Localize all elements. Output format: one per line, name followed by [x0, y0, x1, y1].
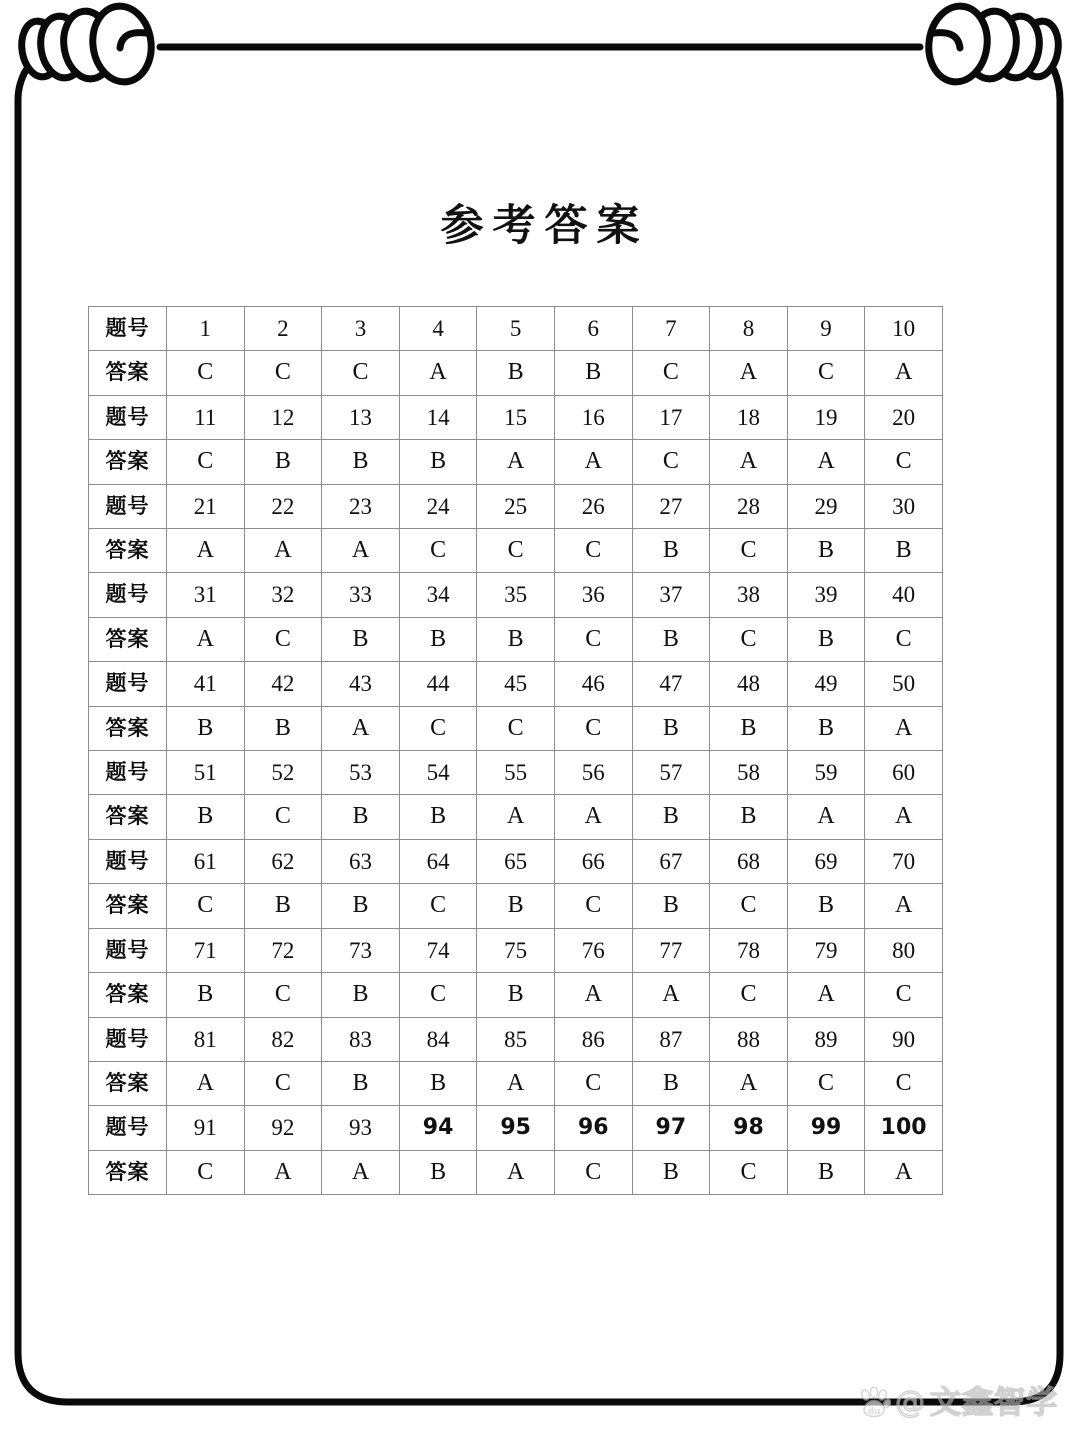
answer-cell: A — [865, 706, 943, 750]
question-number-cell: 28 — [710, 484, 788, 528]
answer-row — [89, 706, 943, 750]
answer-cell: B — [322, 617, 400, 661]
question-number-cell: 55 — [477, 751, 555, 795]
answer-cell: B — [244, 884, 322, 928]
question-number-cell: 61 — [167, 839, 245, 883]
question-number-cell: 60 — [865, 751, 943, 795]
answer-cell: B — [167, 706, 245, 750]
answer-cell: A — [477, 795, 555, 839]
question-number-cell: 67 — [632, 839, 710, 883]
answer-table-container — [88, 306, 942, 1195]
question-number-cell: 16 — [554, 395, 632, 439]
question-number-cell: 79 — [787, 928, 865, 972]
answer-cell: B — [477, 617, 555, 661]
answer-row — [89, 795, 943, 839]
question-number-cell: 23 — [322, 484, 400, 528]
question-row-label: 题号 — [89, 928, 167, 972]
answer-row-label: 答案 — [89, 617, 167, 661]
answer-cell: B — [554, 351, 632, 395]
answer-cell: B — [632, 529, 710, 573]
answer-cell: A — [477, 1150, 555, 1194]
answer-cell: A — [244, 1150, 322, 1194]
answer-cell: A — [167, 1061, 245, 1105]
question-number-cell: 90 — [865, 1017, 943, 1061]
question-number-row — [89, 573, 943, 617]
question-number-cell: 76 — [554, 928, 632, 972]
answer-cell: B — [710, 706, 788, 750]
question-number-cell: 92 — [244, 1106, 322, 1150]
question-number-cell: 84 — [399, 1017, 477, 1061]
answer-cell: C — [167, 351, 245, 395]
question-number-cell: 15 — [477, 395, 555, 439]
question-number-cell: 26 — [554, 484, 632, 528]
question-number-cell: 87 — [632, 1017, 710, 1061]
answer-row — [89, 1061, 943, 1105]
question-number-cell: 91 — [167, 1106, 245, 1150]
watermark — [857, 1384, 1058, 1421]
question-number-cell: 78 — [710, 928, 788, 972]
answer-cell: A — [167, 529, 245, 573]
answer-cell: A — [322, 529, 400, 573]
answer-cell: C — [554, 617, 632, 661]
answer-row — [89, 351, 943, 395]
answer-cell: B — [477, 973, 555, 1017]
question-number-cell: 29 — [787, 484, 865, 528]
answer-cell: A — [244, 529, 322, 573]
question-number-row — [89, 395, 943, 439]
answer-row — [89, 440, 943, 484]
question-number-cell: 57 — [632, 751, 710, 795]
question-number-cell: 53 — [322, 751, 400, 795]
answer-cell: A — [554, 440, 632, 484]
answer-cell: A — [710, 1061, 788, 1105]
answer-cell: C — [710, 529, 788, 573]
question-number-cell: 44 — [399, 662, 477, 706]
answer-cell: C — [710, 973, 788, 1017]
question-number-row — [89, 839, 943, 883]
question-number-cell: 73 — [322, 928, 400, 972]
question-number-cell: 5 — [477, 307, 555, 351]
answer-cell: A — [322, 706, 400, 750]
question-row-label: 题号 — [89, 662, 167, 706]
question-number-cell: 72 — [244, 928, 322, 972]
question-number-cell: 70 — [865, 839, 943, 883]
paw-icon-label: du — [867, 1407, 881, 1417]
question-number-cell: 86 — [554, 1017, 632, 1061]
question-number-cell: 96 — [554, 1106, 632, 1150]
question-number-cell: 56 — [554, 751, 632, 795]
answer-cell: A — [554, 973, 632, 1017]
question-number-cell: 4 — [399, 307, 477, 351]
answer-cell: A — [322, 1150, 400, 1194]
question-number-cell: 24 — [399, 484, 477, 528]
question-number-cell: 7 — [632, 307, 710, 351]
answer-cell: B — [632, 617, 710, 661]
answer-cell: B — [244, 440, 322, 484]
answer-cell: A — [399, 351, 477, 395]
answer-cell: C — [244, 617, 322, 661]
answer-row — [89, 884, 943, 928]
question-number-cell: 82 — [244, 1017, 322, 1061]
question-number-cell: 68 — [710, 839, 788, 883]
question-number-cell: 71 — [167, 928, 245, 972]
answer-cell: C — [477, 529, 555, 573]
answer-cell: C — [554, 884, 632, 928]
answer-cell: B — [787, 884, 865, 928]
answer-cell: C — [477, 706, 555, 750]
answer-cell: C — [167, 1150, 245, 1194]
question-number-cell: 2 — [244, 307, 322, 351]
answer-cell: A — [710, 351, 788, 395]
answer-cell: A — [554, 795, 632, 839]
question-number-cell: 38 — [710, 573, 788, 617]
answer-cell: C — [244, 1061, 322, 1105]
question-number-row — [89, 307, 943, 351]
question-number-cell: 13 — [322, 395, 400, 439]
answer-cell: B — [632, 1150, 710, 1194]
answer-cell: B — [322, 884, 400, 928]
answer-cell: C — [167, 884, 245, 928]
answer-cell: B — [399, 795, 477, 839]
question-number-row — [89, 484, 943, 528]
question-row-label: 题号 — [89, 395, 167, 439]
question-number-cell: 54 — [399, 751, 477, 795]
question-number-row — [89, 1017, 943, 1061]
question-number-cell: 99 — [787, 1106, 865, 1150]
answer-cell: A — [865, 351, 943, 395]
question-row-label: 题号 — [89, 307, 167, 351]
question-number-cell: 52 — [244, 751, 322, 795]
answer-cell: B — [710, 795, 788, 839]
answer-cell: A — [710, 440, 788, 484]
answer-cell: C — [787, 351, 865, 395]
answer-cell: B — [399, 440, 477, 484]
answer-cell: C — [399, 973, 477, 1017]
question-number-row — [89, 751, 943, 795]
answer-cell: B — [632, 795, 710, 839]
question-row-label: 题号 — [89, 1106, 167, 1150]
question-number-cell: 47 — [632, 662, 710, 706]
question-number-cell: 98 — [710, 1106, 788, 1150]
question-number-cell: 18 — [710, 395, 788, 439]
question-number-cell: 46 — [554, 662, 632, 706]
question-number-cell: 45 — [477, 662, 555, 706]
question-number-cell: 85 — [477, 1017, 555, 1061]
question-number-cell: 42 — [244, 662, 322, 706]
question-number-cell: 97 — [632, 1106, 710, 1150]
answer-cell: C — [554, 1061, 632, 1105]
question-number-cell: 74 — [399, 928, 477, 972]
answer-cell: C — [632, 351, 710, 395]
question-number-cell: 30 — [865, 484, 943, 528]
answer-cell: A — [787, 440, 865, 484]
answer-cell: C — [322, 351, 400, 395]
answer-key-table — [88, 306, 943, 1195]
answer-cell: B — [632, 1061, 710, 1105]
answer-cell: B — [787, 1150, 865, 1194]
question-number-cell: 77 — [632, 928, 710, 972]
answer-cell: B — [167, 973, 245, 1017]
question-number-cell: 17 — [632, 395, 710, 439]
answer-cell: C — [399, 529, 477, 573]
answer-cell: B — [787, 617, 865, 661]
answer-cell: C — [710, 884, 788, 928]
question-number-cell: 1 — [167, 307, 245, 351]
question-number-cell: 20 — [865, 395, 943, 439]
answer-cell: B — [787, 529, 865, 573]
question-number-cell: 12 — [244, 395, 322, 439]
question-row-label: 题号 — [89, 839, 167, 883]
answer-row — [89, 617, 943, 661]
answer-cell: C — [554, 1150, 632, 1194]
answer-cell: B — [632, 884, 710, 928]
answer-cell: C — [244, 973, 322, 1017]
question-row-label: 题号 — [89, 573, 167, 617]
answer-cell: C — [787, 1061, 865, 1105]
question-number-cell: 14 — [399, 395, 477, 439]
question-row-label: 题号 — [89, 484, 167, 528]
answer-cell: C — [865, 973, 943, 1017]
answer-cell: C — [865, 1061, 943, 1105]
question-number-cell: 75 — [477, 928, 555, 972]
question-number-cell: 62 — [244, 839, 322, 883]
question-number-cell: 11 — [167, 395, 245, 439]
question-number-cell: 69 — [787, 839, 865, 883]
question-number-cell: 41 — [167, 662, 245, 706]
at-symbol: @ — [895, 1385, 925, 1420]
question-number-cell: 81 — [167, 1017, 245, 1061]
question-number-cell: 64 — [399, 839, 477, 883]
answer-cell: B — [477, 884, 555, 928]
page-title: 参考答案 — [440, 201, 649, 251]
answer-cell: B — [865, 529, 943, 573]
answer-cell: C — [399, 706, 477, 750]
question-number-cell: 39 — [787, 573, 865, 617]
question-number-cell: 49 — [787, 662, 865, 706]
answer-row — [89, 1150, 943, 1194]
answer-row — [89, 973, 943, 1017]
answer-cell: B — [322, 795, 400, 839]
answer-cell: C — [244, 795, 322, 839]
question-number-cell: 59 — [787, 751, 865, 795]
question-number-cell: 93 — [322, 1106, 400, 1150]
answer-row-label: 答案 — [89, 884, 167, 928]
question-number-cell: 95 — [477, 1106, 555, 1150]
question-number-cell: 51 — [167, 751, 245, 795]
answer-cell: C — [399, 884, 477, 928]
answer-row-label: 答案 — [89, 973, 167, 1017]
question-number-row — [89, 662, 943, 706]
answer-row-label: 答案 — [89, 795, 167, 839]
question-number-cell: 3 — [322, 307, 400, 351]
answer-cell: A — [632, 973, 710, 1017]
question-number-row — [89, 1106, 943, 1150]
answer-cell: B — [399, 617, 477, 661]
answer-cell: C — [865, 617, 943, 661]
answer-cell: B — [399, 1150, 477, 1194]
answer-cell: B — [167, 795, 245, 839]
question-number-cell: 43 — [322, 662, 400, 706]
answer-cell: B — [787, 706, 865, 750]
question-number-cell: 22 — [244, 484, 322, 528]
answer-row-label: 答案 — [89, 1150, 167, 1194]
answer-cell: C — [554, 706, 632, 750]
question-number-cell: 40 — [865, 573, 943, 617]
answer-row — [89, 529, 943, 573]
answer-cell: B — [399, 1061, 477, 1105]
answer-cell: B — [632, 706, 710, 750]
question-row-label: 题号 — [89, 1017, 167, 1061]
question-number-cell: 37 — [632, 573, 710, 617]
question-number-cell: 31 — [167, 573, 245, 617]
answer-row-label: 答案 — [89, 351, 167, 395]
answer-cell: C — [632, 440, 710, 484]
question-number-cell: 27 — [632, 484, 710, 528]
question-number-cell: 80 — [865, 928, 943, 972]
question-number-cell: 35 — [477, 573, 555, 617]
answer-row-label: 答案 — [89, 529, 167, 573]
answer-cell: C — [554, 529, 632, 573]
answer-cell: C — [710, 617, 788, 661]
question-number-cell: 6 — [554, 307, 632, 351]
answer-cell: A — [865, 884, 943, 928]
question-number-cell: 50 — [865, 662, 943, 706]
answer-cell: B — [244, 706, 322, 750]
answer-cell: A — [477, 1061, 555, 1105]
question-number-cell: 21 — [167, 484, 245, 528]
answer-cell: A — [167, 617, 245, 661]
answer-row-label: 答案 — [89, 1061, 167, 1105]
question-number-cell: 25 — [477, 484, 555, 528]
watermark-text: 文鑫智学 — [930, 1384, 1058, 1421]
question-number-cell: 89 — [787, 1017, 865, 1061]
answer-cell: B — [477, 351, 555, 395]
answer-cell: A — [865, 1150, 943, 1194]
question-number-cell: 63 — [322, 839, 400, 883]
answer-cell: C — [710, 1150, 788, 1194]
answer-cell: B — [322, 973, 400, 1017]
question-number-cell: 48 — [710, 662, 788, 706]
question-number-cell: 88 — [710, 1017, 788, 1061]
question-number-cell: 10 — [865, 307, 943, 351]
answer-row-label: 答案 — [89, 440, 167, 484]
answer-cell: B — [322, 1061, 400, 1105]
question-number-cell: 58 — [710, 751, 788, 795]
question-number-cell: 33 — [322, 573, 400, 617]
question-number-cell: 94 — [399, 1106, 477, 1150]
answer-cell: A — [787, 795, 865, 839]
answer-cell: C — [865, 440, 943, 484]
question-number-cell: 36 — [554, 573, 632, 617]
question-number-cell: 32 — [244, 573, 322, 617]
answer-cell: A — [477, 440, 555, 484]
answer-cell: C — [167, 440, 245, 484]
question-row-label: 题号 — [89, 751, 167, 795]
answer-cell: B — [322, 440, 400, 484]
baidu-paw-icon — [857, 1387, 891, 1419]
answer-cell: C — [244, 351, 322, 395]
question-number-cell: 9 — [787, 307, 865, 351]
question-number-cell: 83 — [322, 1017, 400, 1061]
answer-cell: A — [787, 973, 865, 1017]
answer-cell: A — [865, 795, 943, 839]
question-number-row — [89, 928, 943, 972]
question-number-cell: 65 — [477, 839, 555, 883]
question-number-cell: 100 — [865, 1106, 943, 1150]
answer-row-label: 答案 — [89, 706, 167, 750]
question-number-cell: 19 — [787, 395, 865, 439]
question-number-cell: 8 — [710, 307, 788, 351]
question-number-cell: 34 — [399, 573, 477, 617]
question-number-cell: 66 — [554, 839, 632, 883]
